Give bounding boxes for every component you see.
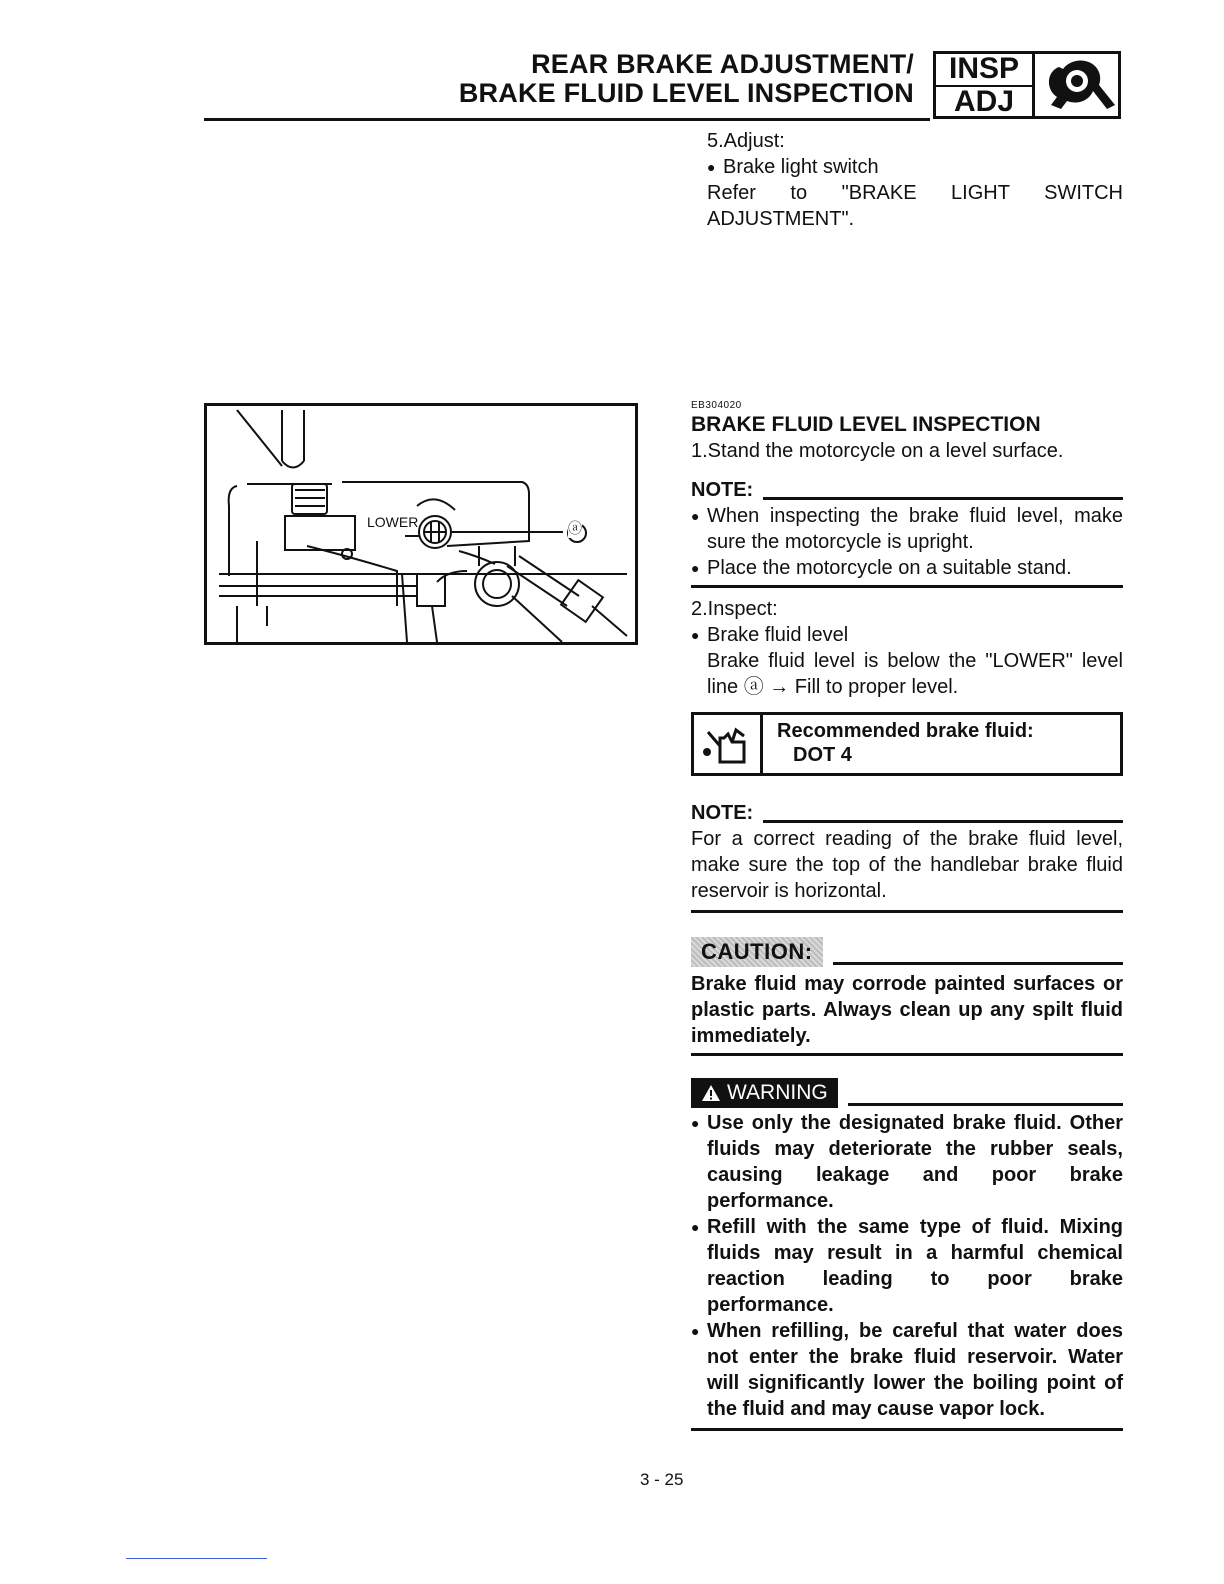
note1-bottom-rule <box>691 585 1123 588</box>
bullet-dot-icon: ● <box>691 1219 700 1235</box>
note2-rule <box>763 820 1123 823</box>
step1: 1.Stand the motorcycle on a level surface. <box>691 440 1064 462</box>
step2-bullet-text: Brake fluid level <box>707 624 849 646</box>
section-badge <box>933 51 1121 119</box>
bullet-dot-icon: ● <box>707 159 716 175</box>
note1-rule <box>763 497 1123 500</box>
caution-bottom-rule <box>691 1053 1123 1056</box>
warning-header <box>691 1078 1123 1108</box>
warning-item <box>691 1318 1123 1422</box>
badge-text <box>936 51 1035 118</box>
section-title: BRAKE FLUID LEVEL INSPECTION <box>691 413 1041 436</box>
bullet-dot-icon: ● <box>691 508 700 524</box>
step5-bullet <box>691 154 1123 180</box>
bullet-dot-icon: ● <box>691 1323 700 1339</box>
step2-detail: Brake fluid level is below the "LOWER" level line ⓐ → Fill to proper level. <box>707 650 1123 698</box>
lower-label: LOWER <box>367 514 419 530</box>
page-title <box>459 50 914 108</box>
note1-item-text: Place the motorcycle on a suitable stand. <box>707 557 1072 579</box>
warning-item <box>691 1214 1123 1318</box>
badge-insp: INSP <box>936 54 1032 87</box>
warning-label: WARNING <box>727 1081 828 1104</box>
footer-rule <box>126 1558 267 1559</box>
fluid-value: DOT 4 <box>793 744 852 766</box>
caution-header <box>691 937 1123 967</box>
note2-header <box>691 800 1123 826</box>
header-rule <box>204 118 930 121</box>
title-line-1: REAR BRAKE ADJUSTMENT/ <box>531 49 914 79</box>
caution-text: Brake fluid may corrode painted surfaces or plastic parts. Always clean up any spilt fluid immediately. <box>691 973 1123 1047</box>
note1-label: NOTE: <box>691 479 754 501</box>
note2-bottom-rule <box>691 910 1123 913</box>
step5-refer-2: ADJUSTMENT". <box>707 208 855 230</box>
callout-a: ⓐ <box>568 520 582 536</box>
warning-item-text: When refilling, be careful that water does not enter the brake fluid reservoir. Water will significantly lower the boiling point of the fluid and may cause vapor lock. <box>707 1320 1123 1420</box>
warning-item <box>691 1110 1123 1214</box>
warning-badge <box>691 1078 838 1108</box>
step2-bullet <box>691 622 1123 648</box>
warning-item-text: Use only the designated brake fluid. Other fluids may deteriorate the rubber seals, causing leakage and poor brake performance. <box>707 1112 1123 1212</box>
warning-bottom-rule <box>691 1428 1123 1431</box>
note1-header <box>691 477 1123 503</box>
bullet-dot-icon: ● <box>691 1115 700 1131</box>
note2-text: For a correct reading of the brake fluid level, make sure the top of the handlebar brake fluid reservoir is horizontal. <box>691 828 1123 902</box>
brake-reservoir-figure <box>204 403 638 645</box>
step5-bullet-text: Brake light switch <box>723 156 879 178</box>
note1-item <box>691 555 1123 581</box>
note1-item-text: When inspecting the brake fluid level, make sure the motorcycle is upright. <box>707 505 1123 553</box>
note1-item <box>691 503 1123 555</box>
title-line-2: BRAKE FLUID LEVEL INSPECTION <box>458 78 914 108</box>
page-number: 3 - 25 <box>640 1470 684 1489</box>
step5-label: 5.Adjust: <box>707 130 785 152</box>
section-code: EB304020 <box>691 400 742 411</box>
badge-adj: ADJ <box>953 84 1014 118</box>
warning-triangle-icon <box>701 1084 721 1102</box>
brake-fluid-section <box>691 400 1123 1431</box>
caution-label: CAUTION: <box>691 937 823 967</box>
bullet-dot-icon: ● <box>691 560 700 576</box>
step5-block <box>691 128 1123 232</box>
wrench-magnifier-icon <box>1035 54 1118 116</box>
step5-refer-1: Refer to "BRAKE LIGHT SWITCH <box>707 182 1123 204</box>
warning-rule <box>848 1103 1123 1106</box>
oil-can-icon <box>694 715 763 773</box>
bullet-dot-icon: ● <box>691 627 700 643</box>
step2: 2.Inspect: <box>691 598 778 620</box>
fluid-label: Recommended brake fluid: <box>777 720 1034 742</box>
caution-rule <box>833 962 1123 965</box>
warning-item-text: Refill with the same type of fluid. Mixing fluids may result in a harmful chemical reaction leading to poor brake performance. <box>707 1216 1123 1316</box>
note2-label: NOTE: <box>691 802 754 824</box>
recommended-fluid-box <box>691 712 1123 776</box>
